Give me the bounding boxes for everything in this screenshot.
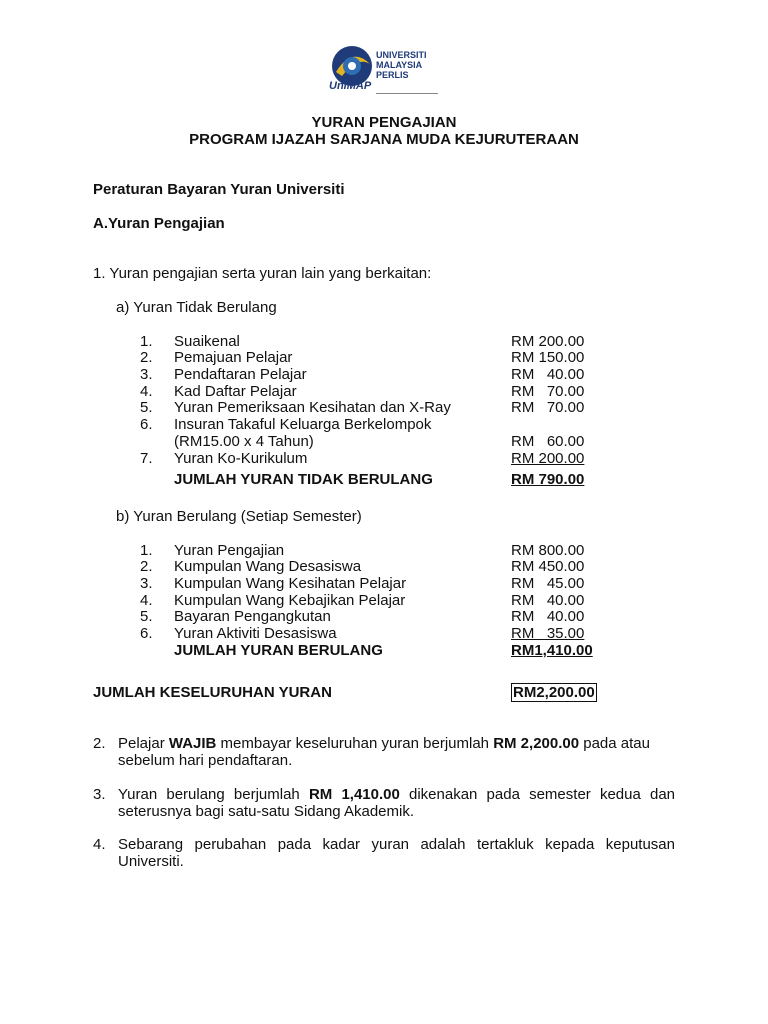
- item-amount: RM 40.00: [511, 366, 585, 383]
- part-a-heading: a) Yuran Tidak Berulang: [116, 299, 277, 316]
- logo-wordmark: UniMAP: [329, 80, 372, 92]
- part-a-total-row: [0, 471, 768, 488]
- item-label: Pemajuan Pelajar: [174, 349, 293, 366]
- part-b-heading: b) Yuran Berulang (Setiap Semester): [116, 508, 362, 525]
- item-label: Kumpulan Wang Kebajikan Pelajar: [174, 592, 406, 609]
- total-amount: RM1,410.00: [511, 642, 593, 659]
- item-label: Insuran Takaful Keluarga Berkelompok: [174, 416, 432, 433]
- logo-text-perlis: PERLIS: [376, 70, 409, 80]
- list-item: [0, 592, 768, 609]
- list-item: [0, 450, 768, 467]
- item-number: 6.: [140, 625, 153, 642]
- item-label: Bayaran Pengangkutan: [174, 608, 331, 625]
- grand-total-amount: RM2,200.00: [513, 684, 595, 701]
- item-amount: RM 150.00: [511, 349, 585, 366]
- item-label: Suaikenal: [174, 333, 240, 350]
- list-item: [0, 399, 768, 416]
- list-item: [0, 608, 768, 625]
- item-amount: RM 45.00: [511, 575, 585, 592]
- item-number: 5.: [140, 399, 153, 416]
- note-number: 4.: [93, 836, 106, 853]
- list-item: [0, 366, 768, 383]
- list-item: [0, 416, 768, 433]
- item-amount: RM 70.00: [511, 399, 585, 416]
- logo-text-universiti: UNIVERSITI: [376, 50, 427, 60]
- item-amount: RM 450.00: [511, 558, 585, 575]
- item-number: 4.: [140, 383, 153, 400]
- item-label: Kumpulan Wang Desasiswa: [174, 558, 362, 575]
- item-amount: RM 800.00: [511, 542, 585, 559]
- note-2-text: [118, 735, 675, 769]
- subsection-heading: A.Yuran Pengajian: [93, 215, 225, 232]
- item-label: Yuran Ko-Kurikulum: [174, 450, 308, 467]
- item-amount: RM 200.00: [511, 450, 585, 467]
- item-label: Kumpulan Wang Kesihatan Pelajar: [174, 575, 407, 592]
- item-amount: RM 200.00: [511, 333, 585, 350]
- item-label: Yuran Aktiviti Desasiswa: [174, 625, 337, 642]
- item-number: 2.: [140, 558, 153, 575]
- item-amount: RM 60.00: [511, 433, 585, 450]
- item-amount: RM 70.00: [511, 383, 585, 400]
- list-item: [0, 542, 768, 559]
- item-label: Kad Daftar Pelajar: [174, 383, 297, 400]
- note-text: Pelajar: [118, 735, 169, 752]
- list-item: [0, 625, 768, 642]
- item-number: 5.: [140, 608, 153, 625]
- item-label-continued: (RM15.00 x 4 Tahun): [174, 433, 314, 450]
- note-emphasis: WAJIB: [168, 735, 217, 752]
- section-heading: Peraturan Bayaran Yuran Universiti: [93, 181, 345, 198]
- item-label: Pendaftaran Pelajar: [174, 366, 307, 383]
- note-number: 3.: [93, 786, 106, 803]
- total-label: JUMLAH YURAN BERULANG: [174, 642, 383, 659]
- item1-intro: 1. Yuran pengajian serta yuran lain yang berkaitan:: [93, 265, 432, 282]
- list-item: [0, 558, 768, 575]
- logo-rule: [376, 93, 438, 94]
- part-b-total-row: [0, 642, 768, 659]
- university-logo: [328, 42, 440, 96]
- document-title: YURAN PENGAJIAN: [311, 114, 457, 131]
- note-emphasis: RM 1,410.00: [308, 786, 400, 803]
- note-number: 2.: [93, 735, 106, 752]
- note-3-text: [118, 786, 675, 820]
- list-item-continuation: [0, 433, 768, 450]
- item-number: 7.: [140, 450, 153, 467]
- list-item: [0, 349, 768, 366]
- list-item: [0, 333, 768, 350]
- item-number: 2.: [140, 349, 153, 366]
- list-item: [0, 383, 768, 400]
- item-label: Yuran Pengajian: [174, 542, 285, 559]
- note-text: dikenakan pada semester kedua dan seterusnya bagi satu-satu Sidang Akademik.: [118, 786, 675, 820]
- item-amount: RM 40.00: [511, 608, 585, 625]
- item-number: 3.: [140, 575, 153, 592]
- note-text: membayar keseluruhan yuran berjumlah: [216, 735, 494, 752]
- grand-total-label: JUMLAH KESELURUHAN YURAN: [93, 684, 332, 701]
- document-subtitle: PROGRAM IJAZAH SARJANA MUDA KEJURUTERAAN: [189, 131, 579, 148]
- item-amount: RM 40.00: [511, 592, 585, 609]
- item-number: 6.: [140, 416, 153, 433]
- item-number: 1.: [140, 542, 153, 559]
- total-label: JUMLAH YURAN TIDAK BERULANG: [174, 471, 433, 488]
- total-amount: RM 790.00: [511, 471, 585, 488]
- note-emphasis: RM 2,200.00: [493, 735, 580, 752]
- item-label: Yuran Pemeriksaan Kesihatan dan X-Ray: [174, 399, 451, 416]
- item-number: 1.: [140, 333, 153, 350]
- note-text: pada atau sebelum hari pendaftaran.: [118, 735, 650, 769]
- list-item: [0, 575, 768, 592]
- note-text: Yuran berulang berjumlah: [118, 786, 309, 803]
- item-number: 4.: [140, 592, 153, 609]
- logo-text-malaysia: MALAYSIA: [376, 60, 423, 70]
- item-number: 3.: [140, 366, 153, 383]
- grand-total-row: [0, 684, 768, 701]
- note-4-text: Sebarang perubahan pada kadar yuran adalah tertakluk kepada keputusan Universiti.: [118, 836, 675, 870]
- item-amount: RM 35.00: [511, 625, 585, 642]
